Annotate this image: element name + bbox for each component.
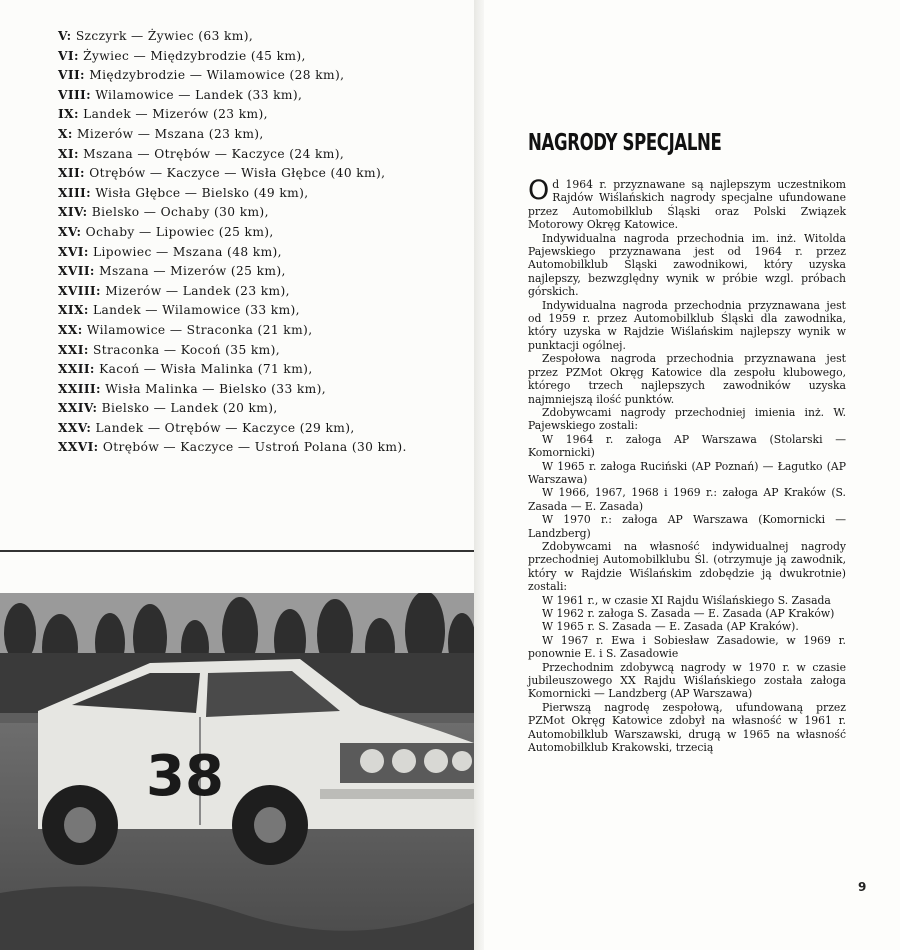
route-text: Międzybrodzie — Wilamowice (28 km), xyxy=(89,68,345,83)
route-text: Mszana — Mizerów (25 km), xyxy=(99,264,286,279)
page-number: 9 xyxy=(858,880,867,894)
route-number: VIII: xyxy=(58,87,92,102)
route-text: Mszana — Otrębów — Kaczyce (24 km), xyxy=(83,146,345,161)
start-number: 38 xyxy=(146,744,224,809)
route-number: XX: xyxy=(58,322,83,337)
route-item xyxy=(58,66,418,86)
route-item xyxy=(58,399,418,419)
route-text: Wilamowice — Straconka (21 km), xyxy=(86,322,313,337)
route-item xyxy=(58,282,418,302)
article-paragraph: W 1965 r. S. Zasada — E. Zasada (AP Kraków). xyxy=(542,620,799,634)
route-item xyxy=(58,419,418,439)
route-number: V: xyxy=(58,29,72,43)
route-text: Otrębów — Kaczyce — Ustroń Polana (30 km). xyxy=(102,440,407,455)
route-item xyxy=(58,243,418,263)
route-number: XXVI: xyxy=(58,440,99,455)
route-item xyxy=(58,203,418,223)
route-number: VII: xyxy=(58,68,85,83)
route-number: XIII: xyxy=(58,185,92,200)
article-paragraph: Zdobywcami na własność indywidualnej nagrody przechodniej Automobilklubu Śl. (otrzymuje ją zawodnik, który w Rajdzie Wiślańskim zdobędzie ją dwukrotnie) zostali: xyxy=(528,539,846,594)
route-text: Wilamowice — Landek (33 km), xyxy=(95,87,303,102)
article-paragraphs xyxy=(528,232,846,755)
route-text: Szczyrk — Żywiec (63 km), xyxy=(75,29,254,43)
article-paragraph: Indywidualna nagroda przechodnia im. inż. Witolda Pajewskiego przyznawana jest od 1964 r. przez Automobilklub Śląski zawodnikowi, który uzyska najlepszy, bezwzględny wynik w próbie wzgl. próbach górskich. xyxy=(528,231,846,299)
route-list xyxy=(58,27,418,458)
route-item xyxy=(58,27,418,47)
article-paragraph: W 1965 r. załoga Ruciński (AP Poznań) — Łagutko (AP Warszawa) xyxy=(528,459,846,486)
route-number: XVI: xyxy=(58,244,89,259)
route-text: Wisła Malinka — Bielsko (33 km), xyxy=(105,381,327,396)
route-item xyxy=(58,125,418,145)
article-paragraph: W 1966, 1967, 1968 i 1969 r.: załoga AP Kraków (S. Zasada — E. Zasada) xyxy=(528,486,846,513)
rally-car-illustration xyxy=(0,593,474,950)
article-first-paragraph xyxy=(528,175,846,232)
route-item xyxy=(58,105,418,125)
route-number: XXI: xyxy=(58,342,89,357)
route-text: Landek — Mizerów (23 km), xyxy=(83,107,268,122)
article-paragraph: W 1970 r.: załoga AP Warszawa (Komornicki — Landzberg) xyxy=(528,513,846,540)
route-item xyxy=(58,380,418,400)
article-paragraph: Zdobywcami nagrody przechodniej imienia inż. W. Pajewskiego zostali: xyxy=(528,405,846,433)
route-text: Straconka — Kocoń (35 km), xyxy=(93,342,281,357)
article-paragraph: W 1962 r. załoga S. Zasada — E. Zasada (AP Kraków) xyxy=(542,607,835,620)
route-item xyxy=(58,301,418,321)
route-number: XXIII: xyxy=(58,381,101,396)
route-number: X: xyxy=(58,126,73,141)
route-item xyxy=(58,341,418,361)
drop-cap: O xyxy=(528,175,550,206)
route-text: Lipowiec — Mszana (48 km), xyxy=(93,244,282,259)
route-number: IX: xyxy=(58,107,79,122)
route-item xyxy=(58,86,418,106)
route-text: Mizerów — Mszana (23 km), xyxy=(77,126,264,141)
route-text: Kacoń — Wisła Malinka (71 km), xyxy=(99,362,313,377)
article-paragraph: Przechodnim zdobywcą nagrody w 1970 r. w czasie jubileuszowego XX Rajdu Wiślańskiego została załoga Komornicki — Landzberg (AP Warszawa) xyxy=(528,660,846,701)
article-paragraph: W 1961 r., w czasie XI Rajdu Wiślańskiego S. Zasada xyxy=(542,593,831,607)
route-item xyxy=(58,47,418,67)
route-text: Bielsko — Ochaby (30 km), xyxy=(91,205,269,220)
route-item xyxy=(58,438,418,458)
route-text: Mizerów — Landek (23 km), xyxy=(105,283,290,298)
route-number: XIX: xyxy=(58,303,89,318)
section-title: NAGRODY SPECJALNE xyxy=(528,130,722,156)
article-paragraph: W 1964 r. załoga AP Warszawa (Stolarski — Komornicki) xyxy=(528,432,846,460)
route-text: Landek — Otrębów — Kaczyce (29 km), xyxy=(95,420,355,435)
route-number: VI: xyxy=(58,48,79,63)
route-number: XVII: xyxy=(58,264,95,279)
article-paragraph: Pierwszą nagrodę zespołową, ufundowaną przez PZMot Okręg Katowice zdobył na własność w 1961 r. Automobilklub Warszawski, drugą w 1965 na własność Automobilklub Krakowski, trzecią xyxy=(528,700,846,755)
route-text: Żywiec — Międzybrodzie (45 km), xyxy=(83,48,306,63)
article-paragraph: W 1967 r. Ewa i Sobiesław Zasadowie, w 1969 r. ponownie E. i S. Zasadowie xyxy=(528,633,846,661)
article-paragraph: Indywidualna nagroda przechodnia przyznawana jest od 1959 r. przez Automobilklub Śląski dla zawodnika, który uzyska w Rajdzie Wiślańskim najlepszy wynik w punktacji ogólnej. xyxy=(528,298,846,352)
article-paragraph: Zespołowa nagroda przechodnia przyznawana jest przez PZMot Okręg Katowice dla zespołu klubowego, którego trzech najlepszych zawodników uzyska najmniejszą ilość punktów. xyxy=(528,352,846,406)
route-text: Landek — Wilamowice (33 km), xyxy=(93,303,300,318)
route-text: Ochaby — Lipowiec (25 km), xyxy=(85,224,274,239)
route-number: XII: xyxy=(58,166,85,181)
route-number: XV: xyxy=(58,224,82,239)
section-divider xyxy=(0,550,474,552)
route-text: Wisła Głębce — Bielsko (49 km), xyxy=(95,185,309,200)
page-gutter xyxy=(474,0,484,950)
route-number: XIV: xyxy=(58,205,88,220)
route-item xyxy=(58,184,418,204)
rally-car-photo xyxy=(0,593,474,950)
first-paragraph-text: d 1964 r. przyznawane są najlepszym uczestnikom Rajdów Wiślańskich nagrody specjalne ufundowane przez Automobilklub Śląski oraz Polski Związek Motorowy Okręg Katowice. xyxy=(528,178,846,232)
route-item xyxy=(58,360,418,380)
route-text: Bielsko — Landek (20 km), xyxy=(101,401,278,416)
route-number: XXII: xyxy=(58,362,95,377)
route-item xyxy=(58,145,418,165)
route-item xyxy=(58,262,418,282)
route-text: Otrębów — Kaczyce — Wisła Głębce (40 km), xyxy=(89,166,386,181)
route-number: XXIV: xyxy=(58,401,98,416)
route-item xyxy=(58,321,418,341)
route-item xyxy=(58,164,418,184)
route-number: XVIII: xyxy=(58,283,101,298)
route-number: XXV: xyxy=(58,420,92,435)
route-number: XI: xyxy=(58,146,79,161)
route-item xyxy=(58,223,418,243)
article-body xyxy=(528,175,846,755)
